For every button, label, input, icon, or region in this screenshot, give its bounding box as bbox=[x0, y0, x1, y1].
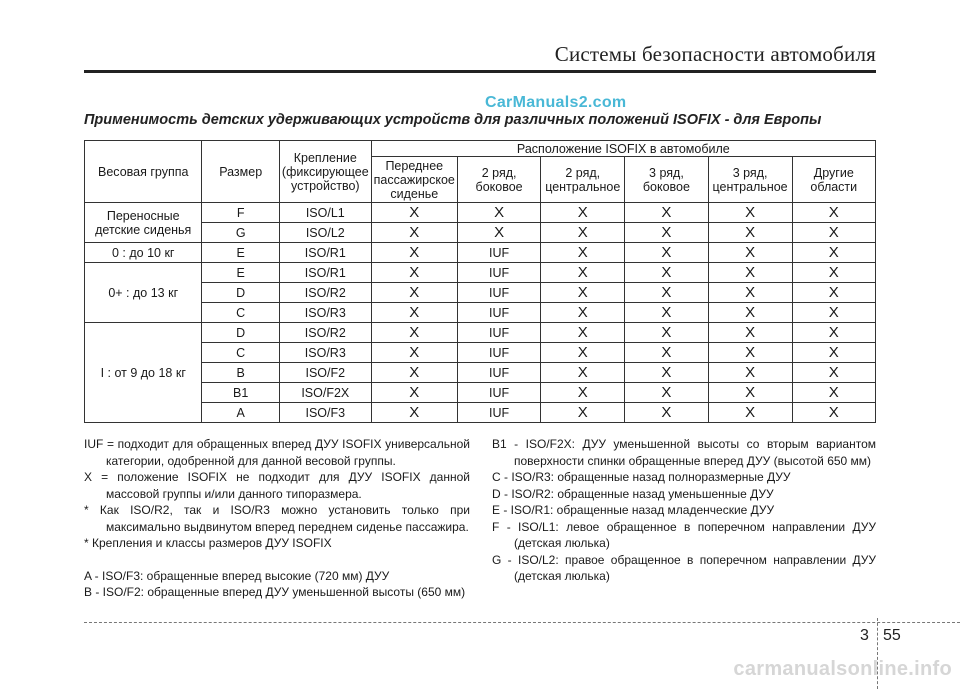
mount-cell: ISO/L2 bbox=[279, 223, 371, 243]
position-value-cell: X bbox=[371, 283, 457, 303]
footer-rule bbox=[84, 622, 960, 623]
size-cell: F bbox=[202, 203, 279, 223]
watermark-site: carmanualsonline.info bbox=[733, 658, 952, 680]
position-value-cell: X bbox=[708, 363, 792, 383]
position-value-cell: X bbox=[371, 403, 457, 423]
size-cell: C bbox=[202, 303, 279, 323]
position-value-cell: X bbox=[708, 403, 792, 423]
position-value-cell: IUF bbox=[457, 323, 540, 343]
position-value-cell: X bbox=[625, 243, 708, 263]
col-header-row2-center: 2 ряд, центральное bbox=[541, 157, 625, 203]
position-value-cell: X bbox=[625, 203, 708, 223]
col-header-other: Другие области bbox=[792, 157, 875, 203]
position-value-cell: X bbox=[541, 323, 625, 343]
position-value-cell: IUF bbox=[457, 263, 540, 283]
position-value-cell: X bbox=[371, 203, 457, 223]
note-line: D - ISO/R2: обращенные назад уменьшенные ДУУ bbox=[492, 486, 774, 501]
position-value-cell: IUF bbox=[457, 283, 540, 303]
position-value-cell: X bbox=[625, 263, 708, 283]
col-header-row3-center: 3 ряд, центральное bbox=[708, 157, 792, 203]
position-value-cell: X bbox=[457, 203, 540, 223]
size-cell: B1 bbox=[202, 383, 279, 403]
position-value-cell: X bbox=[708, 243, 792, 263]
position-value-cell: X bbox=[625, 343, 708, 363]
position-value-cell: X bbox=[625, 383, 708, 403]
note-line: X = положение ISOFIX не подходит для ДУУ ISOFIX данной массовой группы и/или данного типоразмера. bbox=[84, 470, 470, 501]
table-row bbox=[85, 403, 876, 423]
position-value-cell: X bbox=[541, 363, 625, 383]
weight-group-cell: Переносные детские сиденья bbox=[85, 203, 202, 243]
notes-left bbox=[84, 436, 470, 601]
position-value-cell: X bbox=[541, 203, 625, 223]
size-cell: A bbox=[202, 403, 279, 423]
position-value-cell: X bbox=[792, 263, 875, 283]
position-value-cell: X bbox=[708, 203, 792, 223]
size-cell: D bbox=[202, 283, 279, 303]
col-header-row3-side: 3 ряд, боковое bbox=[625, 157, 708, 203]
size-cell: G bbox=[202, 223, 279, 243]
note-line: G - ISO/L2: правое обращенное в поперечном направлении ДУУ (детская люлька) bbox=[492, 552, 876, 583]
table-row bbox=[85, 343, 876, 363]
position-value-cell: X bbox=[541, 263, 625, 283]
position-value-cell: X bbox=[371, 303, 457, 323]
position-value-cell: IUF bbox=[457, 303, 540, 323]
position-value-cell: X bbox=[708, 343, 792, 363]
position-value-cell: X bbox=[371, 363, 457, 383]
col-header-mount: Крепление (фиксирующее устройство) bbox=[279, 141, 371, 203]
note-line: B1 - ISO/F2X: ДУУ уменьшенной высоты со вторым вариантом поверхности спинки обращенные вперед ДУУ (высотой 650 мм) bbox=[492, 437, 876, 468]
position-value-cell: X bbox=[708, 283, 792, 303]
position-value-cell: X bbox=[625, 403, 708, 423]
weight-group-cell: 0 : до 10 кг bbox=[85, 243, 202, 263]
position-value-cell: X bbox=[541, 383, 625, 403]
note-line: * Как ISO/R2, так и ISO/R3 можно установить только при максимально выдвинутом вперед переднем сиденье пассажира. bbox=[84, 503, 470, 534]
size-cell: E bbox=[202, 243, 279, 263]
note-line: E - ISO/R1: обращенные назад младенческие ДУУ bbox=[492, 503, 775, 517]
size-cell: E bbox=[202, 263, 279, 283]
position-value-cell: X bbox=[371, 323, 457, 343]
position-value-cell: X bbox=[792, 403, 875, 423]
mount-cell: ISO/R3 bbox=[279, 343, 371, 363]
position-value-cell: IUF bbox=[457, 383, 540, 403]
mount-cell: ISO/F2 bbox=[279, 363, 371, 383]
position-value-cell: IUF bbox=[457, 343, 540, 363]
position-value-cell: X bbox=[371, 223, 457, 243]
table-row bbox=[85, 263, 876, 283]
position-value-cell: X bbox=[625, 323, 708, 343]
mount-cell: ISO/L1 bbox=[279, 203, 371, 223]
position-value-cell: X bbox=[371, 383, 457, 403]
position-value-cell: X bbox=[541, 243, 625, 263]
position-value-cell: IUF bbox=[457, 243, 540, 263]
col-header-weight: Весовая группа bbox=[85, 141, 202, 203]
position-value-cell: X bbox=[625, 283, 708, 303]
position-value-cell: X bbox=[541, 403, 625, 423]
position-value-cell: X bbox=[708, 263, 792, 283]
col-header-row2-side: 2 ряд, боковое bbox=[457, 157, 540, 203]
table-row bbox=[85, 243, 876, 263]
position-value-cell: X bbox=[371, 243, 457, 263]
position-value-cell: X bbox=[792, 203, 875, 223]
page-number: 55 bbox=[883, 627, 901, 644]
mount-cell: ISO/F3 bbox=[279, 403, 371, 423]
position-value-cell: X bbox=[792, 383, 875, 403]
note-line: B - ISO/F2: обращенные вперед ДУУ уменьшенной высоты (650 мм) bbox=[84, 585, 466, 599]
table-row bbox=[85, 303, 876, 323]
size-cell: C bbox=[202, 343, 279, 363]
position-value-cell: X bbox=[541, 303, 625, 323]
table-row bbox=[85, 323, 876, 343]
position-value-cell: X bbox=[792, 303, 875, 323]
position-value-cell: X bbox=[792, 283, 875, 303]
position-value-cell: X bbox=[792, 323, 875, 343]
note-line: C - ISO/R3: обращенные назад полноразмерные ДУУ bbox=[492, 470, 791, 484]
table-row bbox=[85, 203, 876, 223]
table-row bbox=[85, 363, 876, 383]
position-value-cell: X bbox=[708, 223, 792, 243]
size-cell: D bbox=[202, 323, 279, 343]
header-rule bbox=[84, 70, 876, 73]
weight-group-cell: I : от 9 до 18 кг bbox=[85, 323, 202, 423]
col-header-front-passenger: Переднее пассажирское сиденье bbox=[371, 157, 457, 203]
notes-right bbox=[492, 436, 876, 585]
position-value-cell: X bbox=[457, 223, 540, 243]
page-chapter: 3 bbox=[860, 627, 869, 644]
size-cell: B bbox=[202, 363, 279, 383]
position-value-cell: X bbox=[625, 303, 708, 323]
position-value-cell: X bbox=[708, 323, 792, 343]
mount-cell: ISO/R3 bbox=[279, 303, 371, 323]
position-value-cell: X bbox=[541, 283, 625, 303]
chapter-title: Системы безопасности автомобиля bbox=[554, 42, 876, 66]
section-title: Применимость детских удерживающих устройств для различных положений ISOFIX - для Европы bbox=[84, 112, 822, 128]
position-value-cell: X bbox=[792, 363, 875, 383]
mount-cell: ISO/R1 bbox=[279, 243, 371, 263]
mount-cell: ISO/R2 bbox=[279, 283, 371, 303]
position-value-cell: X bbox=[625, 223, 708, 243]
note-spacer bbox=[84, 552, 470, 568]
col-header-size: Размер bbox=[202, 141, 279, 203]
table-row bbox=[85, 223, 876, 243]
isofix-table bbox=[84, 140, 876, 423]
position-value-cell: X bbox=[371, 263, 457, 283]
table-row bbox=[85, 283, 876, 303]
position-value-cell: IUF bbox=[457, 363, 540, 383]
position-value-cell: X bbox=[371, 343, 457, 363]
position-value-cell: X bbox=[792, 223, 875, 243]
col-header-positions: Расположение ISOFIX в автомобиле bbox=[371, 141, 875, 157]
note-line: IUF = подходит для обращенных вперед ДУУ ISOFIX универсальной категории, одобренной для данной весовой группы. bbox=[84, 437, 470, 468]
watermark-logo: CarManuals2.com bbox=[485, 94, 627, 111]
note-line: A - ISO/F3: обращенные вперед высокие (720 мм) ДУУ bbox=[84, 568, 390, 583]
note-line: F - ISO/L1: левое обращенное в поперечном направлении ДУУ (детская люлька) bbox=[492, 519, 876, 550]
position-value-cell: X bbox=[708, 383, 792, 403]
position-value-cell: X bbox=[792, 343, 875, 363]
mount-cell: ISO/R1 bbox=[279, 263, 371, 283]
position-value-cell: X bbox=[792, 243, 875, 263]
note-line: * Крепления и классы размеров ДУУ ISOFIX bbox=[84, 536, 332, 550]
weight-group-cell: 0+ : до 13 кг bbox=[85, 263, 202, 323]
position-value-cell: X bbox=[541, 343, 625, 363]
mount-cell: ISO/R2 bbox=[279, 323, 371, 343]
position-value-cell: IUF bbox=[457, 403, 540, 423]
table-row bbox=[85, 383, 876, 403]
position-value-cell: X bbox=[625, 363, 708, 383]
mount-cell: ISO/F2X bbox=[279, 383, 371, 403]
position-value-cell: X bbox=[541, 223, 625, 243]
position-value-cell: X bbox=[708, 303, 792, 323]
